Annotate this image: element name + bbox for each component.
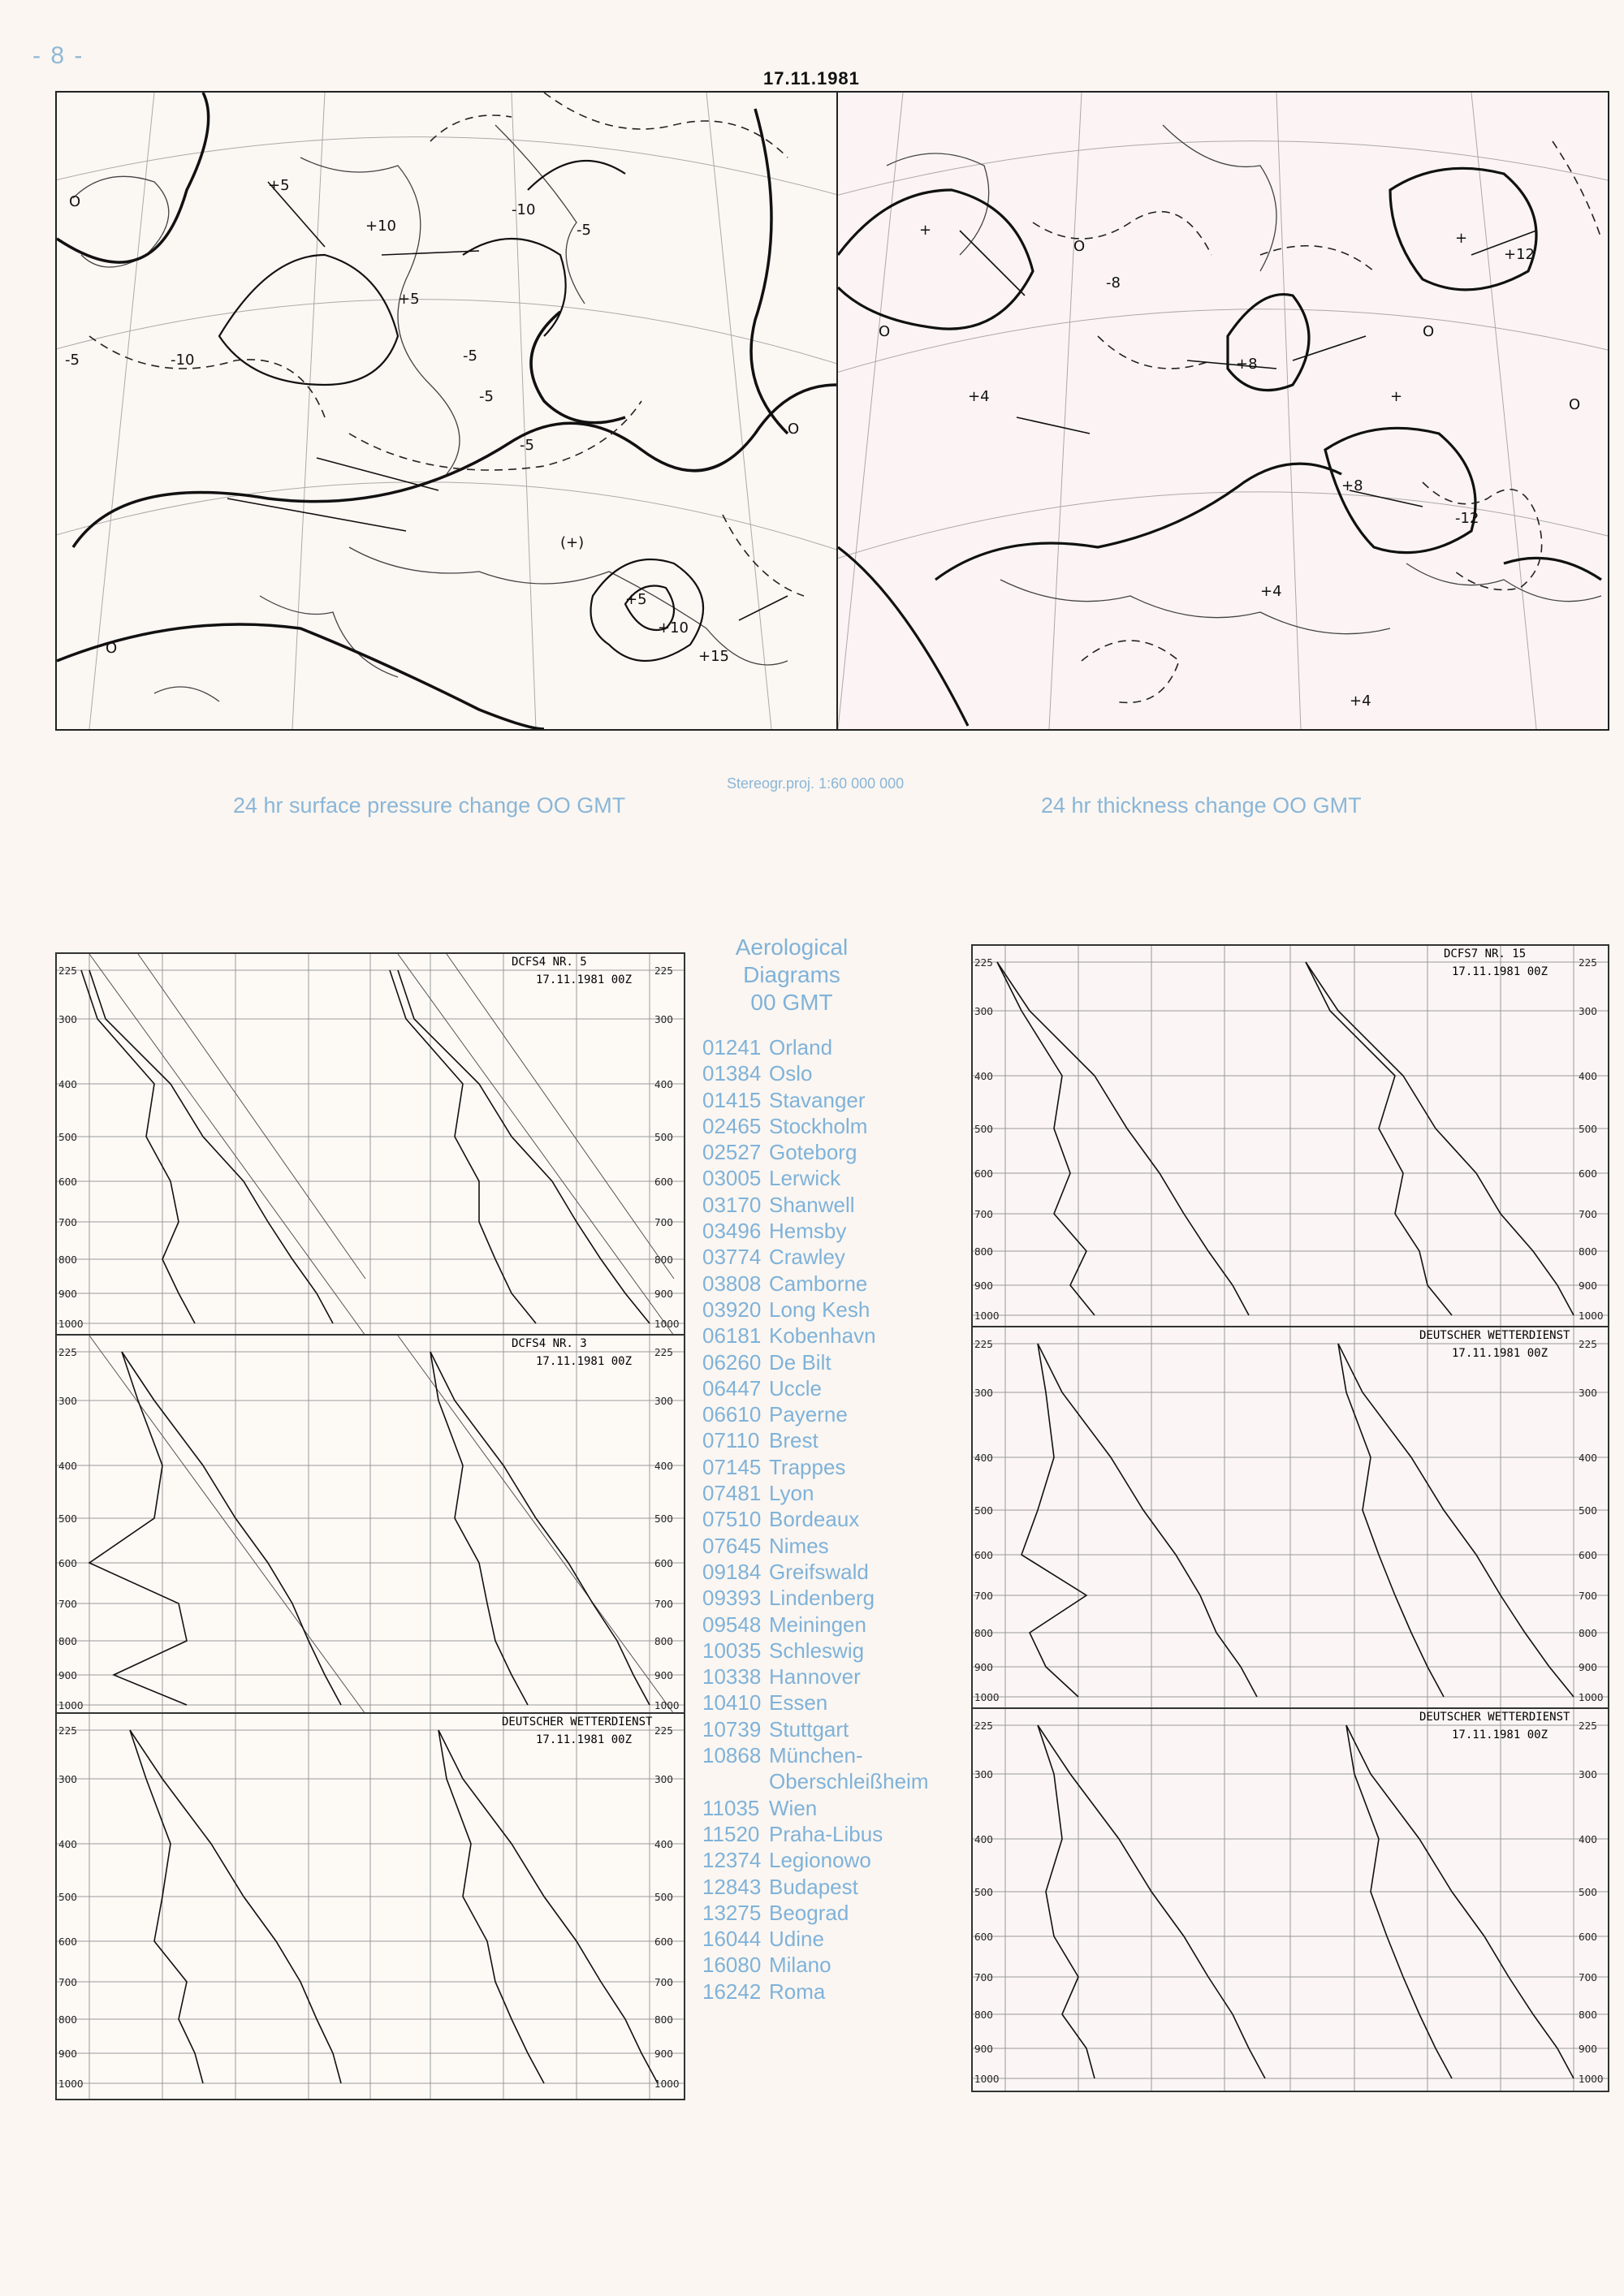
station-code: 11035: [702, 1795, 760, 1820]
station-name: Oberschleißheim: [769, 1769, 929, 1794]
pressure-level-label: 1000: [974, 2074, 1000, 2085]
pressure-level-label: 400: [1579, 1452, 1597, 1464]
thickness-change-map: [836, 91, 1609, 731]
pressure-level-label: 900: [58, 1670, 77, 1681]
pressure-level-label: 600: [1579, 1931, 1597, 1943]
aerological-diagram-right-2: [971, 1326, 1609, 1711]
station-row: [702, 1638, 970, 1664]
station-row: [702, 1427, 970, 1453]
pressure-level-label: 500: [1579, 1124, 1597, 1135]
station-row: [702, 1585, 970, 1611]
diagram-service: DEUTSCHER WETTERDIENST: [1419, 1711, 1570, 1724]
station-name: Lindenberg: [769, 1586, 875, 1611]
pressure-level-label: 225: [1579, 1720, 1597, 1732]
pressure-level-label: 900: [1579, 2044, 1597, 2055]
station-code: 03496: [702, 1219, 762, 1244]
diagram-header: DCFS7 NR. 15: [1444, 947, 1527, 960]
station-name: Legionowo: [769, 1848, 871, 1873]
pressure-level-label: 800: [974, 1628, 993, 1639]
pressure-level-label: 400: [58, 1461, 77, 1472]
pressure-level-label: 800: [58, 1254, 77, 1266]
svg-text:+4: +4: [1260, 583, 1282, 600]
station-code: 10338: [702, 1664, 762, 1690]
svg-text:+10: +10: [658, 619, 689, 637]
aerological-diagram-left-3: [55, 1712, 685, 2100]
diagram-service: DEUTSCHER WETTERDIENST: [1419, 1329, 1570, 1342]
pressure-level-label: 700: [654, 1217, 673, 1228]
station-code: 16044: [702, 1927, 762, 1952]
station-code: 02465: [702, 1113, 762, 1138]
pressure-level-label: 800: [654, 1636, 673, 1647]
station-code: 03774: [702, 1245, 762, 1270]
station-name: Wien: [769, 1795, 818, 1820]
station-row: [702, 1952, 970, 1978]
svg-text:(+): (+): [560, 534, 585, 551]
pressure-level-label: 300: [654, 1014, 673, 1025]
pressure-level-label: 600: [1579, 1550, 1597, 1561]
svg-text:+4: +4: [968, 388, 990, 405]
pressure-level-label: 300: [974, 1006, 993, 1017]
station-code: 12843: [702, 1874, 762, 1899]
surface-pressure-change-map: [55, 91, 838, 731]
pressure-level-label: 800: [974, 1246, 993, 1258]
pressure-level-label: 500: [654, 1892, 673, 1903]
pressure-level-label: 400: [974, 1071, 993, 1082]
svg-text:+5: +5: [268, 177, 290, 194]
svg-text:-10: -10: [171, 352, 195, 369]
station-row: [702, 1768, 970, 1794]
svg-text:-5: -5: [65, 352, 80, 369]
pressure-level-label: 300: [1579, 1388, 1597, 1399]
station-name: Goteborg: [769, 1140, 857, 1165]
station-code: 13275: [702, 1900, 762, 1925]
pressure-level-label: 300: [654, 1396, 673, 1407]
pressure-level-label: 500: [974, 1887, 993, 1898]
station-name: Camborne: [769, 1271, 868, 1296]
station-row: [702, 1847, 970, 1873]
station-code: 07645: [702, 1533, 762, 1558]
svg-text:+8: +8: [1236, 356, 1258, 373]
pressure-level-label: 500: [974, 1124, 993, 1135]
station-row: [702, 1323, 970, 1349]
svg-text:+4: +4: [1350, 693, 1371, 710]
station-row: [702, 1034, 970, 1060]
pressure-level-label: 600: [58, 1176, 77, 1188]
pressure-level-label: 600: [58, 1558, 77, 1569]
pressure-level-label: 700: [974, 1590, 993, 1602]
pressure-level-label: 400: [654, 1079, 673, 1090]
pressure-level-label: 900: [654, 1670, 673, 1681]
pressure-level-label: 300: [974, 1388, 993, 1399]
diagram-header: DCFS4 NR. 3: [512, 1337, 587, 1350]
pressure-level-label: 1000: [58, 2078, 84, 2090]
station-row: [702, 1349, 970, 1375]
station-name: Beograd: [769, 1900, 849, 1925]
svg-text:O: O: [69, 193, 81, 210]
station-row: [702, 1506, 970, 1532]
pressure-level-label: 700: [58, 1217, 77, 1228]
pressure-level-label: 700: [1579, 1209, 1597, 1220]
station-name: Kobenhavn: [769, 1323, 876, 1349]
station-row: [702, 1926, 970, 1952]
diagram-date-stamp: 17.11.1981 00Z: [536, 1733, 633, 1746]
pressure-level-label: 600: [654, 1558, 673, 1569]
station-row: [702, 1821, 970, 1847]
page-number: - 8 -: [32, 42, 84, 69]
pressure-level-label: 225: [974, 957, 993, 969]
pressure-level-label: 800: [58, 2014, 77, 2026]
svg-text:+: +: [1455, 230, 1468, 247]
chart-date: 17.11.1981: [763, 68, 860, 88]
pressure-level-label: 700: [974, 1972, 993, 1983]
svg-text:+: +: [919, 222, 932, 239]
station-code: 03005: [702, 1166, 762, 1191]
station-row: [702, 1297, 970, 1323]
station-name: Hannover: [769, 1664, 861, 1690]
station-code: 12374: [702, 1848, 762, 1873]
pressure-level-label: 700: [654, 1977, 673, 1988]
station-code: 03920: [702, 1297, 762, 1322]
svg-text:+5: +5: [398, 291, 420, 308]
station-name: Stuttgart: [769, 1716, 849, 1741]
station-row: [702, 1795, 970, 1821]
station-code: 01384: [702, 1061, 762, 1086]
station-name: Stavanger: [769, 1087, 866, 1112]
pressure-level-label: 1000: [58, 1700, 84, 1711]
pressure-level-label: 225: [58, 1725, 77, 1737]
station-code: 06610: [702, 1402, 762, 1427]
station-name: Greifswald: [769, 1559, 869, 1584]
station-row: [702, 1979, 970, 2005]
pressure-level-label: 500: [1579, 1887, 1597, 1898]
station-code: 07110: [702, 1428, 760, 1453]
diagram-date-stamp: 17.11.1981 00Z: [536, 973, 633, 986]
station-name: Orland: [769, 1035, 833, 1060]
svg-text:-10: -10: [512, 201, 536, 218]
station-code: 07145: [702, 1454, 762, 1479]
station-code: 10739: [702, 1716, 762, 1741]
station-row: [702, 1664, 970, 1690]
pressure-level-label: 225: [58, 965, 77, 977]
station-row: [702, 1113, 970, 1139]
pressure-level-label: 300: [58, 1774, 77, 1785]
pressure-level-label: 800: [1579, 1246, 1597, 1258]
station-row: [702, 1533, 970, 1559]
diagram-header: DCFS4 NR. 5: [512, 956, 587, 969]
svg-text:+: +: [1390, 388, 1403, 405]
svg-text:-12: -12: [1455, 510, 1479, 527]
pressure-level-label: 500: [974, 1505, 993, 1517]
station-name: Roma: [769, 1979, 826, 2004]
station-list: [702, 1034, 970, 2005]
pressure-level-label: 225: [58, 1347, 77, 1358]
station-row: [702, 1060, 970, 1086]
station-name: Lyon: [769, 1481, 814, 1506]
left-map-caption: 24 hr surface pressure change OO GMT: [233, 793, 626, 818]
pressure-level-label: 900: [654, 1288, 673, 1300]
svg-text:-5: -5: [479, 388, 494, 405]
pressure-level-label: 900: [1579, 1280, 1597, 1292]
pressure-level-label: 300: [654, 1774, 673, 1785]
svg-text:O: O: [106, 640, 118, 657]
list-title-1: Aerological: [735, 934, 849, 960]
pressure-level-label: 800: [1579, 1628, 1597, 1639]
station-code: 09548: [702, 1612, 762, 1637]
pressure-level-label: 900: [58, 1288, 77, 1300]
pressure-level-label: 1000: [1579, 2074, 1604, 2085]
pressure-level-label: 500: [58, 1132, 77, 1143]
station-row: [702, 1192, 970, 1218]
pressure-level-label: 400: [654, 1461, 673, 1472]
station-name: De Bilt: [769, 1349, 831, 1375]
pressure-level-label: 225: [974, 1339, 993, 1350]
station-code: 03170: [702, 1192, 762, 1217]
pressure-level-label: 1000: [58, 1318, 84, 1330]
pressure-level-label: 300: [58, 1014, 77, 1025]
svg-text:+12: +12: [1504, 246, 1535, 263]
pressure-level-label: 700: [654, 1599, 673, 1610]
station-row: [702, 1716, 970, 1742]
station-name: Udine: [769, 1927, 824, 1952]
station-name: Essen: [769, 1690, 828, 1716]
pressure-level-label: 600: [974, 1168, 993, 1180]
pressure-level-label: 900: [58, 2048, 77, 2060]
pressure-level-label: 600: [654, 1176, 673, 1188]
aerological-diagram-right-1: [971, 944, 1609, 1329]
pressure-level-label: 1000: [654, 2078, 680, 2090]
svg-text:+8: +8: [1341, 477, 1363, 494]
list-title-2: Diagrams: [743, 962, 840, 987]
station-code: 06181: [702, 1323, 762, 1349]
pressure-level-label: 700: [1579, 1590, 1597, 1602]
station-code: 07510: [702, 1507, 762, 1532]
svg-text:-5: -5: [463, 347, 477, 365]
svg-text:-5: -5: [520, 437, 534, 454]
pressure-level-label: 600: [58, 1936, 77, 1948]
pressure-level-label: 600: [654, 1936, 673, 1948]
station-row: [702, 1900, 970, 1926]
station-name: Schleswig: [769, 1638, 865, 1663]
pressure-level-label: 700: [1579, 1972, 1597, 1983]
pressure-level-label: 600: [974, 1550, 993, 1561]
pressure-level-label: 900: [654, 2048, 673, 2060]
pressure-level-label: 400: [974, 1834, 993, 1845]
pressure-level-label: 400: [1579, 1071, 1597, 1082]
pressure-level-label: 225: [974, 1720, 993, 1732]
pressure-level-label: 300: [1579, 1769, 1597, 1780]
station-name: Shanwell: [769, 1192, 855, 1217]
pressure-level-label: 225: [654, 1347, 673, 1358]
diagram-date-stamp: 17.11.1981 00Z: [1452, 1728, 1548, 1741]
station-code: 11520: [702, 1821, 760, 1846]
station-row: [702, 1218, 970, 1244]
pressure-level-label: 500: [654, 1132, 673, 1143]
pressure-level-label: 1000: [974, 1692, 1000, 1703]
svg-text:O: O: [1423, 323, 1435, 340]
station-name: Oslo: [769, 1061, 813, 1086]
pressure-level-label: 800: [654, 1254, 673, 1266]
pressure-level-label: 500: [654, 1513, 673, 1525]
station-name: Long Kesh: [769, 1297, 870, 1322]
pressure-level-label: 225: [1579, 1339, 1597, 1350]
station-row: [702, 1139, 970, 1165]
pressure-level-label: 400: [974, 1452, 993, 1464]
station-row: [702, 1401, 970, 1427]
station-name: Milano: [769, 1953, 831, 1978]
station-row: [702, 1375, 970, 1401]
station-name: Crawley: [769, 1245, 845, 1270]
station-name: Brest: [769, 1428, 818, 1453]
svg-text:-5: -5: [577, 222, 591, 239]
station-code: 16080: [702, 1953, 762, 1978]
svg-text:+10: +10: [365, 218, 396, 235]
station-code: 10868: [702, 1743, 762, 1768]
pressure-level-label: 600: [1579, 1168, 1597, 1180]
isallobar-chart: [57, 93, 836, 729]
pressure-level-label: 700: [58, 1599, 77, 1610]
station-code: 02527: [702, 1140, 762, 1165]
right-map-caption: 24 hr thickness change OO GMT: [1041, 793, 1362, 818]
pressure-level-label: 1000: [974, 1310, 1000, 1322]
pressure-level-label: 500: [58, 1513, 77, 1525]
pressure-level-label: 400: [58, 1079, 77, 1090]
svg-text:-8: -8: [1106, 274, 1121, 291]
svg-text:+15: +15: [698, 648, 729, 665]
pressure-level-label: 225: [654, 1725, 673, 1737]
station-code: 07481: [702, 1481, 762, 1506]
aerological-diagram-left-1: [55, 952, 685, 1337]
station-row: [702, 1690, 970, 1716]
station-name: Nimes: [769, 1533, 829, 1558]
station-code: 06260: [702, 1349, 762, 1375]
station-code: 01415: [702, 1087, 762, 1112]
pressure-level-label: 700: [974, 1209, 993, 1220]
pressure-level-label: 800: [974, 2009, 993, 2021]
station-row: [702, 1087, 970, 1113]
station-row: [702, 1612, 970, 1638]
station-row: [702, 1271, 970, 1297]
aerological-diagram-right-3: [971, 1707, 1609, 2092]
diagram-date-stamp: 17.11.1981 00Z: [1452, 965, 1548, 978]
thickness-chart: [838, 93, 1608, 729]
pressure-level-label: 300: [974, 1769, 993, 1780]
station-row: [702, 1559, 970, 1585]
pressure-level-label: 1000: [1579, 1692, 1604, 1703]
pressure-level-label: 500: [58, 1892, 77, 1903]
diagram-service: DEUTSCHER WETTERDIENST: [502, 1716, 653, 1728]
svg-text:O: O: [788, 421, 800, 438]
station-code: 09184: [702, 1559, 762, 1584]
station-code: 06447: [702, 1375, 762, 1400]
svg-text:O: O: [1569, 396, 1581, 413]
pressure-level-label: 700: [58, 1977, 77, 1988]
station-name: Praha-Libus: [769, 1821, 883, 1846]
pressure-level-label: 225: [1579, 957, 1597, 969]
aerological-list: [702, 934, 970, 2005]
station-row: [702, 1244, 970, 1270]
station-name: München-: [769, 1743, 863, 1768]
station-name: Budapest: [769, 1874, 858, 1899]
projection-note: Stereogr.proj. 1:60 000 000: [727, 775, 905, 792]
pressure-level-label: 800: [1579, 2009, 1597, 2021]
pressure-level-label: 500: [1579, 1505, 1597, 1517]
station-code: 10035: [702, 1638, 762, 1663]
station-name: Trappes: [769, 1454, 846, 1479]
station-name: Uccle: [769, 1375, 823, 1400]
station-row: [702, 1480, 970, 1506]
station-row: [702, 1742, 970, 1768]
pressure-level-label: 1000: [654, 1318, 680, 1330]
pressure-level-label: 400: [58, 1839, 77, 1850]
diagram-date-stamp: 17.11.1981 00Z: [536, 1355, 633, 1368]
station-name: Meiningen: [769, 1612, 866, 1637]
station-row: [702, 1165, 970, 1191]
station-row: [702, 1874, 970, 1900]
pressure-level-label: 225: [654, 965, 673, 977]
station-name: Bordeaux: [769, 1507, 860, 1532]
station-name: Stockholm: [769, 1113, 868, 1138]
pressure-level-label: 800: [654, 2014, 673, 2026]
pressure-level-label: 300: [58, 1396, 77, 1407]
station-name: Payerne: [769, 1402, 848, 1427]
station-code: 01241: [702, 1035, 762, 1060]
pressure-level-label: 600: [974, 1931, 993, 1943]
station-name: Lerwick: [769, 1166, 841, 1191]
list-title-3: 00 GMT: [750, 990, 833, 1015]
svg-text:O: O: [879, 323, 891, 340]
station-name: Hemsby: [769, 1219, 847, 1244]
station-code: 09393: [702, 1586, 762, 1611]
station-row: [702, 1454, 970, 1480]
pressure-level-label: 900: [974, 1662, 993, 1673]
station-code: 16242: [702, 1979, 762, 2004]
diagram-date-stamp: 17.11.1981 00Z: [1452, 1347, 1548, 1360]
pressure-level-label: 900: [974, 1280, 993, 1292]
pressure-level-label: 1000: [1579, 1310, 1604, 1322]
pressure-level-label: 300: [1579, 1006, 1597, 1017]
pressure-level-label: 400: [1579, 1834, 1597, 1845]
pressure-level-label: 400: [654, 1839, 673, 1850]
station-code: 10410: [702, 1690, 762, 1716]
pressure-level-label: 900: [1579, 1662, 1597, 1673]
pressure-level-label: 900: [974, 2044, 993, 2055]
svg-text:O: O: [1073, 238, 1086, 255]
pressure-level-label: 800: [58, 1636, 77, 1647]
station-code: 03808: [702, 1271, 762, 1296]
aerological-diagram-left-2: [55, 1334, 685, 1716]
pressure-level-label: 1000: [654, 1700, 680, 1711]
svg-text:+5: +5: [625, 591, 647, 608]
